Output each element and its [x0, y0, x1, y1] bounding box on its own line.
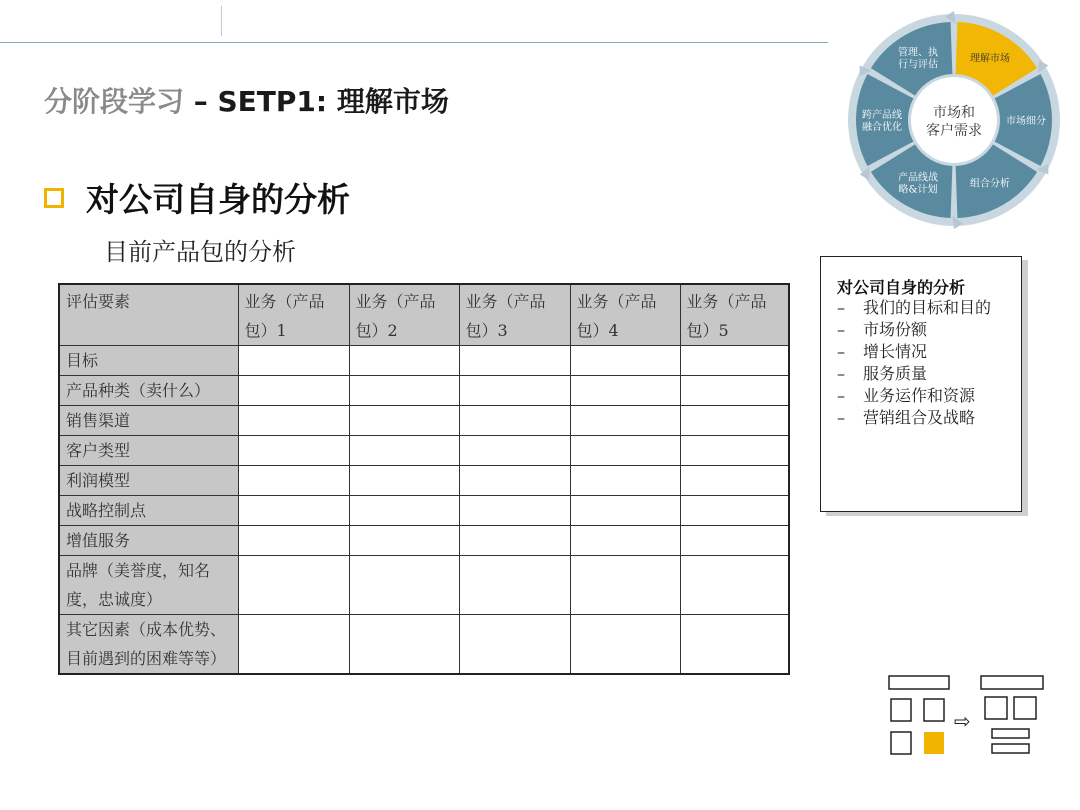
- table-row: [59, 376, 789, 406]
- table-row: [59, 615, 789, 675]
- table-row: [59, 526, 789, 556]
- table-row: [59, 496, 789, 526]
- top-divider-tick: [221, 6, 222, 36]
- table-cell: [459, 376, 570, 406]
- table-cell: [570, 436, 680, 466]
- flow-box: [924, 699, 944, 721]
- table-cell: [459, 466, 570, 496]
- flow-diagram-icon: [884, 672, 1050, 762]
- flow-box: [891, 732, 911, 754]
- dash-bullet: –: [837, 364, 845, 383]
- table-cell: [459, 556, 570, 615]
- subheading: 目前产品包的分析: [104, 238, 296, 266]
- table-cell: [238, 466, 349, 496]
- dash-bullet: –: [837, 408, 845, 427]
- section-heading-text: 对公司自身的分析: [86, 180, 350, 219]
- header-cell-criteria: 评估要素: [59, 284, 238, 346]
- table-cell: [570, 466, 680, 496]
- flow-box: [992, 729, 1029, 738]
- table-row: [59, 466, 789, 496]
- table-cell: [570, 615, 680, 675]
- table-row: [59, 346, 789, 376]
- table-cell: [349, 496, 459, 526]
- row-label: 客户类型: [59, 436, 238, 466]
- table-cell: [459, 346, 570, 376]
- table-cell: [680, 556, 789, 615]
- company-analysis-box: [820, 256, 1022, 512]
- cycle-segment-label: 融合优化: [862, 122, 902, 133]
- table-cell: [238, 615, 349, 675]
- cycle-segment-label: 略&计划: [898, 184, 938, 196]
- table-cell: [349, 376, 459, 406]
- list-item-text: 市场份额: [863, 320, 928, 339]
- table-cell: [459, 496, 570, 526]
- list-item-text: 增长情况: [863, 342, 928, 361]
- list-item-text: 我们的目标和目的: [863, 298, 992, 317]
- list-item: [837, 363, 991, 385]
- flow-box: [889, 676, 949, 689]
- table-cell: [238, 436, 349, 466]
- page-title: [44, 80, 449, 120]
- flow-highlight-box: [924, 732, 944, 754]
- table-cell: [238, 496, 349, 526]
- table-cell: [680, 496, 789, 526]
- table-cell: [349, 526, 459, 556]
- table-cell: [680, 436, 789, 466]
- table-cell: [349, 556, 459, 615]
- table-cell: [680, 615, 789, 675]
- table-cell: [349, 346, 459, 376]
- list-item-text: 业务运作和资源: [863, 386, 976, 405]
- flow-box: [985, 697, 1007, 719]
- square-bullet-icon: [44, 188, 64, 208]
- row-label: 其它因素（成本优势、目前遇到的困难等等）: [59, 615, 238, 675]
- cycle-segment-label: 产品线战: [898, 172, 938, 184]
- top-rule: [0, 42, 828, 43]
- cycle-segment-label: 理解市场: [970, 53, 1010, 65]
- dash-bullet: –: [837, 320, 845, 339]
- header-cell-business-1: 业务（产品包）1: [238, 284, 349, 346]
- cycle-segment-label: 市场细分: [1006, 116, 1046, 127]
- table-header-row: [59, 284, 789, 346]
- table-cell: [570, 406, 680, 436]
- table-cell: [680, 466, 789, 496]
- table-cell: [238, 376, 349, 406]
- page-title-rest: – SETP1: 理解市场: [184, 85, 449, 118]
- flow-box: [1014, 697, 1036, 719]
- table-cell: [238, 346, 349, 376]
- table-cell: [680, 406, 789, 436]
- dash-bullet: –: [837, 386, 845, 405]
- market-cycle-diagram: [842, 2, 1064, 238]
- row-label: 利润模型: [59, 466, 238, 496]
- cycle-center-label: 客户需求: [926, 123, 982, 139]
- table-cell: [349, 466, 459, 496]
- table-cell: [349, 436, 459, 466]
- table-cell: [680, 526, 789, 556]
- row-label: 销售渠道: [59, 406, 238, 436]
- dash-bullet: –: [837, 342, 845, 361]
- list-item-text: 营销组合及战略: [863, 408, 976, 427]
- cycle-segment-label: 组合分析: [970, 178, 1010, 190]
- list-item: [837, 385, 991, 407]
- table-cell: [459, 436, 570, 466]
- table-row: [59, 556, 789, 615]
- cycle-segment-label: 跨产品线: [862, 110, 902, 121]
- table-cell: [238, 406, 349, 436]
- flow-arrow-icon: ⇨: [954, 709, 971, 733]
- header-cell-business-5: 业务（产品包）5: [680, 284, 789, 346]
- row-label: 战略控制点: [59, 496, 238, 526]
- header-cell-business-4: 业务（产品包）4: [570, 284, 680, 346]
- list-item: [837, 319, 991, 341]
- table-cell: [570, 496, 680, 526]
- table-row: [59, 406, 789, 436]
- table-cell: [570, 376, 680, 406]
- table-cell: [570, 556, 680, 615]
- table-cell: [238, 526, 349, 556]
- flow-box: [992, 744, 1029, 753]
- table-cell: [349, 406, 459, 436]
- table-cell: [680, 376, 789, 406]
- page-title-prefix: 分阶段学习: [44, 85, 185, 118]
- row-label: 品牌（美誉度，知名度，忠诚度）: [59, 556, 238, 615]
- list-item: [837, 341, 991, 363]
- list-item-text: 服务质量: [863, 364, 928, 383]
- cycle-center-label: 市场和: [933, 105, 975, 121]
- section-heading: [44, 174, 350, 221]
- company-analysis-list: [837, 297, 991, 429]
- company-analysis-title: 对公司自身的分析: [837, 278, 966, 297]
- table-row: [59, 436, 789, 466]
- table-cell: [349, 615, 459, 675]
- table-cell: [459, 615, 570, 675]
- list-item: [837, 407, 991, 429]
- row-label: 产品种类（卖什么）: [59, 376, 238, 406]
- flow-box: [891, 699, 911, 721]
- table-cell: [570, 346, 680, 376]
- table-cell: [459, 526, 570, 556]
- table-cell: [570, 526, 680, 556]
- flow-box: [981, 676, 1043, 689]
- header-cell-business-3: 业务（产品包）3: [459, 284, 570, 346]
- table-cell: [238, 556, 349, 615]
- list-item: [837, 297, 991, 319]
- evaluation-table: [58, 283, 790, 675]
- table-cell: [459, 406, 570, 436]
- table-cell: [680, 346, 789, 376]
- cycle-segment-label: 行与评估: [898, 59, 938, 71]
- row-label: 目标: [59, 346, 238, 376]
- header-cell-business-2: 业务（产品包）2: [349, 284, 459, 346]
- dash-bullet: –: [837, 298, 845, 317]
- row-label: 增值服务: [59, 526, 238, 556]
- cycle-segment-label: 管理、执: [898, 47, 938, 59]
